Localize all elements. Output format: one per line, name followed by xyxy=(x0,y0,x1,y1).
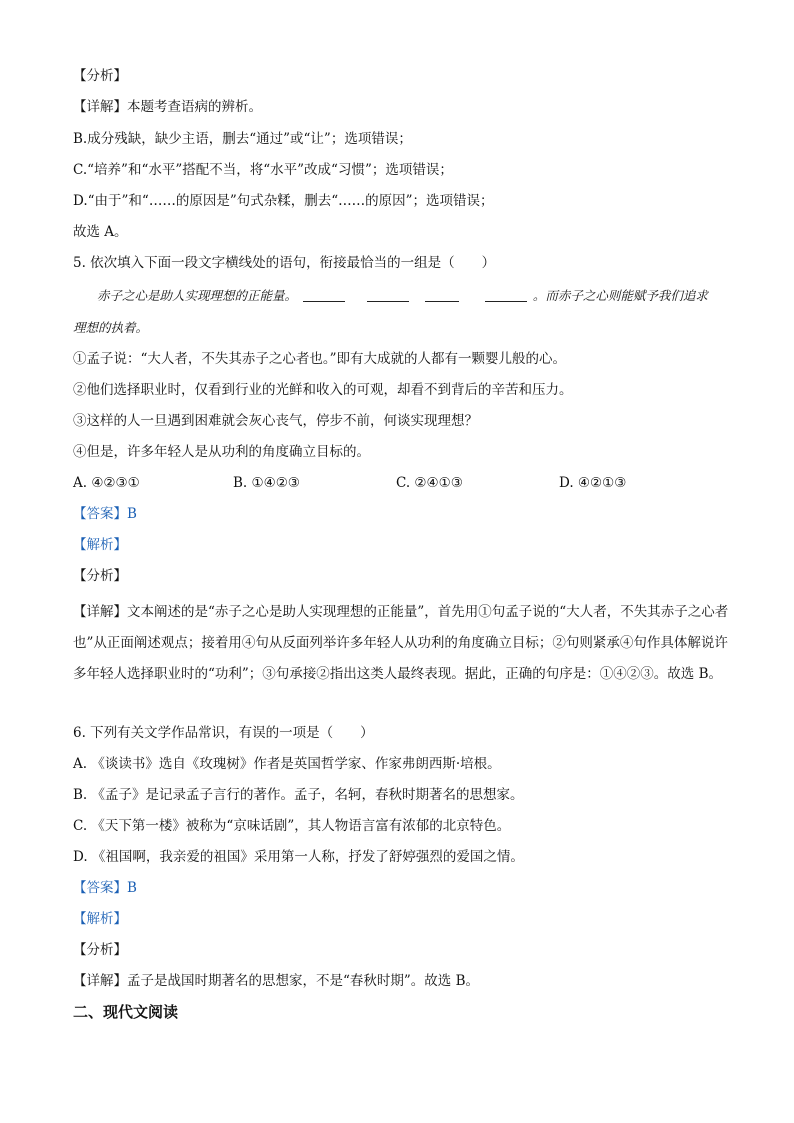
passage-line-2: 理想的执着。 xyxy=(73,320,149,335)
option-b: B. ①④②③ xyxy=(233,475,300,491)
detail-paragraph: 【详解】孟子是战国时期著名的思想家，不是“春秋时期”。故选 B。 xyxy=(73,973,480,989)
option-explanation-c: C.“培养”和“水平”搭配不当，将“水平”改成“习惯”；选项错误； xyxy=(73,162,453,178)
sentence-1: ①孟子说：“大人者，不失其赤子之心者也。”即有大成就的人都有一颗婴儿般的心。 xyxy=(73,351,567,367)
passage-end: 。而赤子之心则能赋予我们追求 xyxy=(532,288,708,303)
option-d: D. 《祖国啊，我亲爱的祖国》采用第一人称，抒发了舒婷强烈的爱国之情。 xyxy=(73,849,524,865)
option-c: C. ②④①③ xyxy=(396,475,463,491)
option-d: D. ④②①③ xyxy=(559,475,627,491)
option-b: B. 《孟子》是记录孟子言行的著作。孟子，名轲，春秋时期著名的思想家。 xyxy=(73,787,524,803)
option-a: A. 《谈读书》选自《玫瑰树》作者是英国哲学家、作家弗朗西斯·培根。 xyxy=(73,756,501,772)
option-explanation-b: B.成分残缺，缺少主语，删去“通过”或“让”；选项错误； xyxy=(73,131,412,147)
blank-4 xyxy=(485,287,527,302)
detail-paragraph: 【详解】本题考查语病的辨析。 xyxy=(73,99,262,115)
section-title: 二、现代文阅读 xyxy=(73,1003,179,1021)
blank-3 xyxy=(425,287,459,302)
answer-label: 【答案】B xyxy=(73,880,137,896)
jiexi-label: 【解析】 xyxy=(73,537,127,553)
detail-paragraph: 【详解】文本阐述的是“赤子之心是助人实现理想的正能量”，首先用①句孟子说的“大人者，不失其赤子之心者也”从正面阐述观点；接着用④句从反面列举许多年轻人从功利的角度确立目标；②句则紧承④句作具体解说许多年轻人选择职业时的“功利”；③句承接②指出这类人最终表现。据此，正确的句序是：①④②③。故选 B。 xyxy=(73,604,729,682)
question-5-options xyxy=(73,473,733,493)
passage-line-1 xyxy=(97,286,734,306)
analysis-label: 【分析】 xyxy=(73,68,127,84)
blank-1 xyxy=(303,287,345,302)
conclusion-text: 故选 A。 xyxy=(73,224,128,240)
question-5-stem: 5. 依次填入下面一段文字横线处的语句，衔接最恰当的一组是（ ） xyxy=(73,255,496,271)
option-c: C. 《天下第一楼》被称为“京味话剧”，其人物语言富有浓郁的北京特色。 xyxy=(73,818,511,834)
passage-start: 赤子之心是助人实现理想的正能量。 xyxy=(97,288,298,303)
analysis-label: 【分析】 xyxy=(73,568,127,584)
analysis-label: 【分析】 xyxy=(73,942,127,958)
option-a: A. ④②③① xyxy=(73,475,140,491)
sentence-2: ②他们选择职业时，仅看到行业的光鲜和收入的可观，却看不到背后的辛苦和压力。 xyxy=(73,382,573,398)
option-explanation-d: D.“由于”和“……的原因是”句式杂糅，删去“……的原因”；选项错误； xyxy=(73,193,494,209)
blank-2 xyxy=(367,287,409,302)
answer-label: 【答案】B xyxy=(73,506,137,522)
sentence-3: ③这样的人一旦遇到困难就会灰心丧气，停步不前，何谈实现理想？ xyxy=(73,413,478,429)
sentence-4: ④但是，许多年轻人是从功利的角度确立目标的。 xyxy=(73,444,370,460)
jiexi-label: 【解析】 xyxy=(73,911,127,927)
question-6-stem: 6. 下列有关文学作品常识，有误的一项是（ ） xyxy=(73,725,374,741)
